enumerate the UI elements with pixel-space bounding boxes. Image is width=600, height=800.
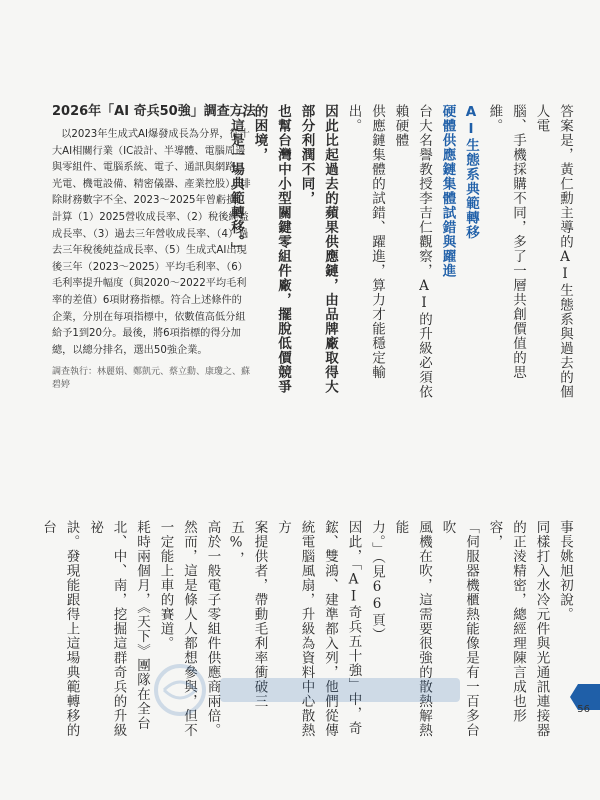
lower-line-8: 鋐、雙鴻、建準都入列，他們從傳 xyxy=(322,520,338,738)
lower-line-1: 事長姚旭初說。 xyxy=(557,520,573,622)
section-heading-1: AI生態系典範轉移 xyxy=(463,104,479,240)
lower-line-16: 訣。發現能跟得上這場典範轉移的台 xyxy=(40,520,80,738)
lower-line-15: 北、中、南，挖掘這群奇兵的升級祕 xyxy=(87,520,127,738)
lower-line-3: 的正淩精密，總經理陳言成也形容， xyxy=(486,520,526,723)
watermark-logo-icon xyxy=(150,660,480,720)
lower-line-9: 統電腦風扇，升級為資料中心散熱方 xyxy=(275,520,315,738)
methodology-body: 以2023年生成式AI爆發成長為分界，從十大AI相關行業（IC設計、半導體、電腦周邊與零組件、電腦系統、電子、通訊與網路、光電、機電設備、精密儀器、產業控股），排除財務數字不全、2023～2025年曾虧損，計算（1）2025營收成長率、（2）稅後純益成長率、（3）過去三年營收成長率、（4）過去三年稅後純益成長率、（5）生成式AI出現後三年（2023～2025）平均毛利率、（6）毛利率提升幅度（與2020～2022平均毛利率的差值）6項財務指標。符合上述條件的企業，分別在每項指標中，依數值高低分組給予1到20分。最後，將6項指標的得分加總，以總分排名，選出50強企業。 xyxy=(52,129,251,356)
lower-line-6: 力。」（見66頁） xyxy=(369,520,385,642)
bold-line-3: 「這是一場典範轉移。」 xyxy=(228,104,244,257)
lower-line-4: 「伺服器機櫃熱能像是有一百多台吹 xyxy=(439,520,479,738)
methodology-credit: 調查執行：林麗娟、鄭凱元、蔡立勳、康瓊之、蘇碧婷 xyxy=(52,367,251,390)
page-number: 56 xyxy=(577,704,590,715)
methodology-box xyxy=(52,100,256,391)
bold-line-1: 因此比起過去的蘋果供應鏈，由品牌廠取得大部分利潤不同， xyxy=(298,104,338,394)
intro-line-1: 答案是，黃仁勳主導的AI生態系與過去的個人電 xyxy=(533,104,573,399)
lower-line-13: 一定能上車的賽道。 xyxy=(157,520,174,651)
para-line-2: 供應鏈集體的試錯、躍進，算力才能穩定輸出。 xyxy=(345,104,385,380)
methodology-title: 2026年「AI 奇兵50強」調查方法 xyxy=(52,104,256,119)
lower-line-14: 耗時兩個月，《天下》團隊在全台 xyxy=(134,520,150,731)
lower-line-10: 案提供者，帶動毛利率衝破三五%， xyxy=(228,520,268,709)
lower-line-5: 風機在吹，這需要很強的散熱解熱能 xyxy=(392,520,432,738)
lower-line-2: 同樣打入水冷元件與光通訊連接器 xyxy=(533,520,550,738)
section-subheading-1: 硬體供應鏈集體試錯與躍進 xyxy=(439,104,456,278)
upper-article xyxy=(226,104,576,404)
lower-line-12: 然而，這是條人人都想參與，但不 xyxy=(181,520,197,738)
para-line-1: 台大名譽教授李吉仁觀察，AI的升級必須依賴硬體 xyxy=(392,104,432,399)
lower-line-11: 高於一般電子零組件供應商兩倍。 xyxy=(204,520,221,738)
bold-line-2: 也幫台灣中小型關鍵零組件廠，擺脫低價競爭的困境， xyxy=(251,104,291,394)
lower-line-7: 因此，「AI奇兵五十強」中，奇 xyxy=(345,520,362,736)
intro-line-2: 腦、手機採購不同，多了一層共創價值的思維。 xyxy=(486,104,526,380)
